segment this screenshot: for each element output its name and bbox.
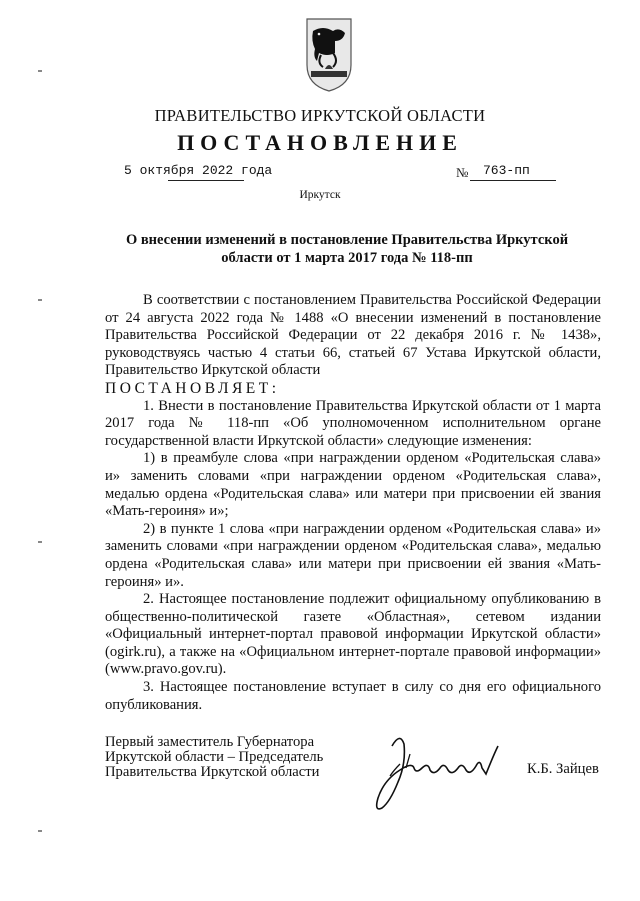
- scan-mark: [38, 830, 42, 832]
- date-underline: [168, 180, 244, 181]
- number-underline: [470, 180, 556, 181]
- position-line-3: Правительства Иркутской области: [105, 764, 320, 780]
- resolves-heading: ПОСТАНОВЛЯЕТ:: [105, 379, 280, 397]
- document-type: ПОСТАНОВЛЕНИЕ: [177, 130, 463, 155]
- item-1-2: 2) в пункте 1 слова «при награждении орденом «Родительская слава» и» заменить словами «при награждении орденом «Родительская слава», медалью ордена «Родительская слава» или матери при присвоении ей звания «Мать-героиня» и».: [105, 520, 601, 590]
- number-sign: №: [456, 165, 469, 180]
- document-date: 5 октября 2022 года: [124, 163, 273, 178]
- government-title: ПРАВИТЕЛЬСТВО ИРКУТСКОЙ ОБЛАСТИ: [154, 106, 486, 125]
- scan-mark: [38, 299, 42, 301]
- city: Иркутск: [299, 189, 341, 201]
- scan-mark: [38, 541, 42, 543]
- position-line-1: Первый заместитель Губернатора: [105, 734, 315, 750]
- signatory-position: [105, 735, 323, 780]
- scan-mark: [38, 70, 42, 72]
- document-subject: О внесении изменений в постановление Правительства Иркутской области от 1 марта 2017 года № 118-пп: [125, 232, 569, 266]
- coat-of-arms-icon: [305, 17, 353, 93]
- item-2: 2. Настоящее постановление подлежит официальному опубликованию в общественно-политической газете «Областная», сетевом издании «Официальный интернет-портал правовой информации Иркутской области» (ogirk.ru), а также на «Официальном интернет-портале правовой информации» (www.pravo.gov.ru).: [105, 591, 601, 678]
- preamble-paragraph: В соответствии с постановлением Правительства Российской Федерации от 24 августа 2022 года № 1488 «О внесении изменений в постановление Правительства Российской Федерации от 22 декабря 2016 г. № 1438», руководствуясь частью 4 статьи 66, статьей 67 Устава Иркутской области, Правительство Иркутской области: [105, 292, 601, 379]
- item-1: 1. Внести в постановление Правительства Иркутской области от 1 марта 2017 года № 118-пп «Об уполномоченном исполнительном органе государственной власти Иркутской области» следующие изменения:: [105, 397, 601, 449]
- document-number: 763-пп: [483, 163, 530, 178]
- signatory-name: К.Б. Зайцев: [527, 761, 599, 777]
- item-1-1: 1) в преамбуле слова «при награждении орденом «Родительская слава» и» заменить словами «при награждении орденом «Родительская слава», медалью ордена «Родительская слава» или матери при присвоении ей звания «Мать-героиня» и»;: [105, 450, 601, 520]
- document-body: [105, 292, 601, 714]
- position-line-2: Иркутской области – Председатель: [105, 749, 324, 765]
- handwritten-signature-icon: [370, 724, 510, 816]
- item-3: 3. Настоящее постановление вступает в силу со дня его официального опубликования.: [105, 679, 601, 713]
